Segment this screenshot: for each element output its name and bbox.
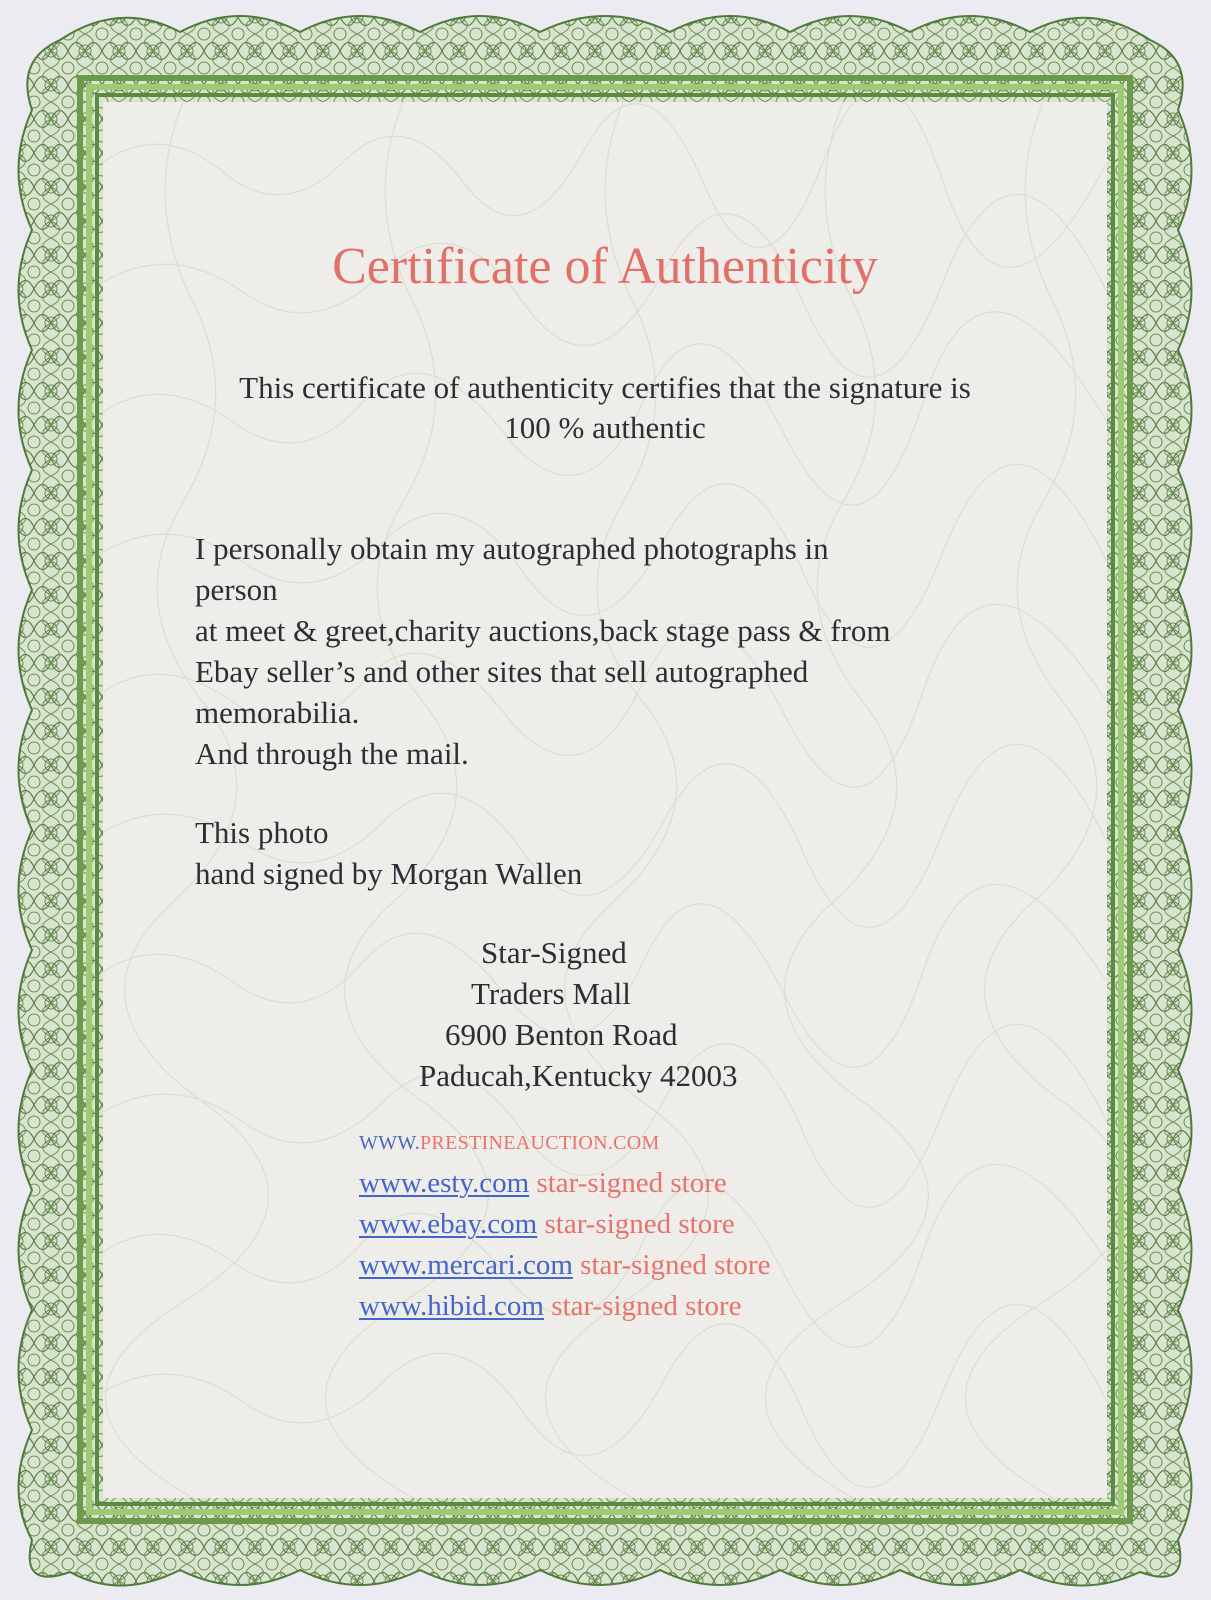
address-city: Paducah,Kentucky 42003: [419, 1058, 738, 1093]
certificate-panel: [103, 102, 1107, 1498]
certificate-title: Certificate of Authenticity: [332, 238, 878, 295]
store-label: star-signed store: [537, 1208, 735, 1240]
body-line: Ebay seller’s and other sites that sell autographed: [195, 654, 809, 689]
store-link-esty[interactable]: www.esty.com: [359, 1167, 530, 1199]
store-line: [359, 1287, 742, 1325]
main-website-prefix: WWW.: [359, 1132, 420, 1154]
address-name: Star-Signed: [481, 935, 627, 970]
store-line: [359, 1246, 770, 1284]
store-link-ebay[interactable]: www.ebay.com: [359, 1208, 538, 1240]
certification-line-2: 100 % authentic: [504, 410, 706, 445]
certificate-content: [103, 102, 1107, 1498]
photo-line-2: hand signed by Morgan Wallen: [195, 856, 583, 891]
body-line: at meet & greet,charity auctions,back stage pass & from: [195, 613, 891, 648]
body-line: memorabilia.: [195, 695, 360, 730]
main-website[interactable]: [359, 1132, 660, 1155]
address-location: Traders Mall: [471, 976, 631, 1011]
address-street: 6900 Benton Road: [445, 1017, 678, 1052]
body-line: person: [195, 572, 278, 607]
body-line: I personally obtain my autographed photographs in: [195, 531, 829, 566]
store-link-hibid[interactable]: www.hibid.com: [359, 1290, 544, 1322]
store-label: star-signed store: [529, 1167, 727, 1199]
store-label: star-signed store: [572, 1249, 771, 1281]
body-line: And through the mail.: [195, 736, 469, 771]
photo-statement: [195, 812, 582, 894]
store-link-mercari[interactable]: www.mercari.com: [359, 1249, 573, 1281]
store-line: [359, 1164, 727, 1202]
acquisition-statement: [195, 528, 891, 774]
certification-line-1: This certificate of authenticity certifies that the signature is: [239, 370, 971, 405]
certification-statement: [143, 368, 1067, 448]
store-line: [359, 1205, 735, 1243]
store-label: star-signed store: [544, 1290, 742, 1322]
main-website-domain: PRESTINEAUCTION.COM: [420, 1132, 660, 1154]
photo-line-1: This photo: [195, 815, 329, 850]
